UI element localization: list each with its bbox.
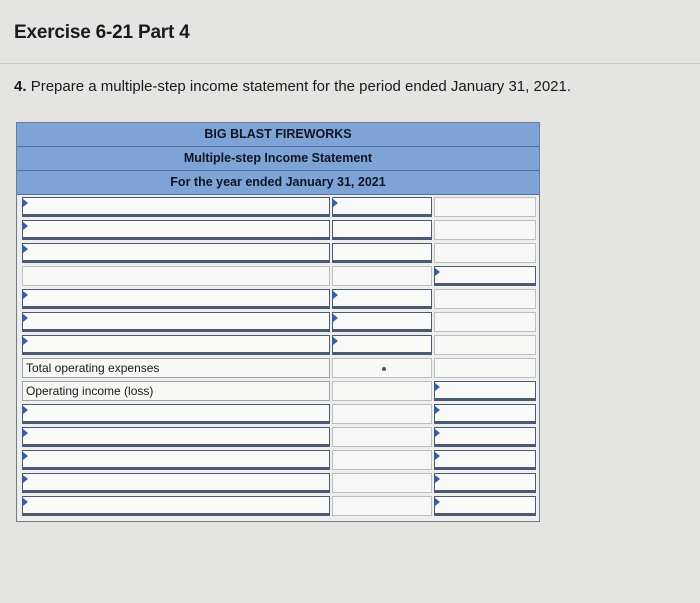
total-input[interactable]: [434, 427, 536, 447]
amount-input[interactable]: [332, 289, 432, 309]
amount-input[interactable]: [332, 220, 432, 240]
statement-row: [17, 220, 539, 242]
statement-row: [17, 289, 539, 311]
total-operating-expenses-label: Total operating expenses: [22, 358, 330, 378]
dropdown-caret-icon: [23, 245, 28, 253]
amount-input[interactable]: [332, 243, 432, 263]
amount-input[interactable]: [332, 473, 432, 493]
statement-row: [17, 381, 539, 403]
total-input[interactable]: [434, 220, 536, 240]
statement-row: [17, 404, 539, 426]
dropdown-caret-icon: [435, 383, 440, 391]
account-dropdown[interactable]: [22, 266, 330, 286]
dropdown-caret-icon: [333, 337, 338, 345]
dropdown-caret-icon: [23, 498, 28, 506]
account-dropdown[interactable]: [22, 312, 330, 332]
cursor-dot-icon: [382, 367, 386, 371]
dropdown-caret-icon: [23, 199, 28, 207]
statement-name-header: Multiple-step Income Statement: [17, 147, 539, 171]
exercise-title: Exercise 6-21 Part 4: [14, 22, 190, 43]
dropdown-caret-icon: [435, 498, 440, 506]
total-input[interactable]: [434, 312, 536, 332]
total-input[interactable]: [434, 197, 536, 217]
amount-input[interactable]: [332, 427, 432, 447]
dropdown-caret-icon: [23, 452, 28, 460]
statement-row: [17, 266, 539, 288]
dropdown-caret-icon: [23, 222, 28, 230]
account-dropdown[interactable]: [22, 220, 330, 240]
instruction-text: Prepare a multiple-step income statement for the period ended January 31, 2021.: [30, 78, 572, 95]
total-input[interactable]: [434, 404, 536, 424]
statement-row: [17, 197, 539, 219]
total-input[interactable]: [434, 243, 536, 263]
statement-row: [17, 335, 539, 357]
amount-input[interactable]: [332, 197, 432, 217]
dropdown-caret-icon: [435, 268, 440, 276]
income-statement-worksheet: [16, 122, 540, 522]
account-dropdown[interactable]: [22, 427, 330, 447]
dropdown-caret-icon: [435, 452, 440, 460]
account-dropdown[interactable]: [22, 335, 330, 355]
period-header: For the year ended January 31, 2021: [17, 171, 539, 195]
statement-row: [17, 450, 539, 472]
statement-row: [17, 358, 539, 380]
account-dropdown[interactable]: [22, 450, 330, 470]
amount-input[interactable]: [332, 404, 432, 424]
statement-row: [17, 427, 539, 449]
dropdown-caret-icon: [435, 475, 440, 483]
operating-income-label: Operating income (loss): [22, 381, 330, 401]
total-input[interactable]: [434, 473, 536, 493]
amount-input[interactable]: [332, 266, 432, 286]
total-input[interactable]: [434, 289, 536, 309]
dropdown-caret-icon: [333, 314, 338, 322]
amount-input[interactable]: [332, 312, 432, 332]
account-dropdown[interactable]: [22, 496, 330, 516]
dropdown-caret-icon: [23, 475, 28, 483]
account-dropdown[interactable]: [22, 473, 330, 493]
account-dropdown[interactable]: [22, 289, 330, 309]
company-name-header: BIG BLAST FIREWORKS: [17, 123, 539, 147]
account-dropdown[interactable]: [22, 404, 330, 424]
instruction-number: 4.: [14, 78, 27, 95]
total-input[interactable]: [434, 335, 536, 355]
dropdown-caret-icon: [333, 199, 338, 207]
dropdown-caret-icon: [435, 429, 440, 437]
statement-row: [17, 312, 539, 334]
net-income-total[interactable]: [434, 496, 536, 516]
dropdown-caret-icon: [23, 314, 28, 322]
dropdown-caret-icon: [23, 337, 28, 345]
total-input[interactable]: [434, 358, 536, 378]
amount-input[interactable]: [332, 450, 432, 470]
title-divider: [0, 63, 700, 64]
account-dropdown[interactable]: [22, 243, 330, 263]
statement-row: [17, 243, 539, 265]
amount-input[interactable]: [332, 381, 432, 401]
dropdown-caret-icon: [23, 406, 28, 414]
statement-row: [17, 496, 539, 518]
operating-income-total[interactable]: [434, 381, 536, 401]
statement-row: [17, 473, 539, 495]
total-operating-expenses-amount[interactable]: [332, 358, 432, 378]
instruction: [14, 78, 571, 95]
dropdown-caret-icon: [23, 429, 28, 437]
dropdown-caret-icon: [333, 291, 338, 299]
total-input[interactable]: [434, 266, 536, 286]
account-dropdown[interactable]: [22, 197, 330, 217]
amount-input[interactable]: [332, 335, 432, 355]
amount-input[interactable]: [332, 496, 432, 516]
dropdown-caret-icon: [23, 291, 28, 299]
dropdown-caret-icon: [435, 406, 440, 414]
total-input[interactable]: [434, 450, 536, 470]
